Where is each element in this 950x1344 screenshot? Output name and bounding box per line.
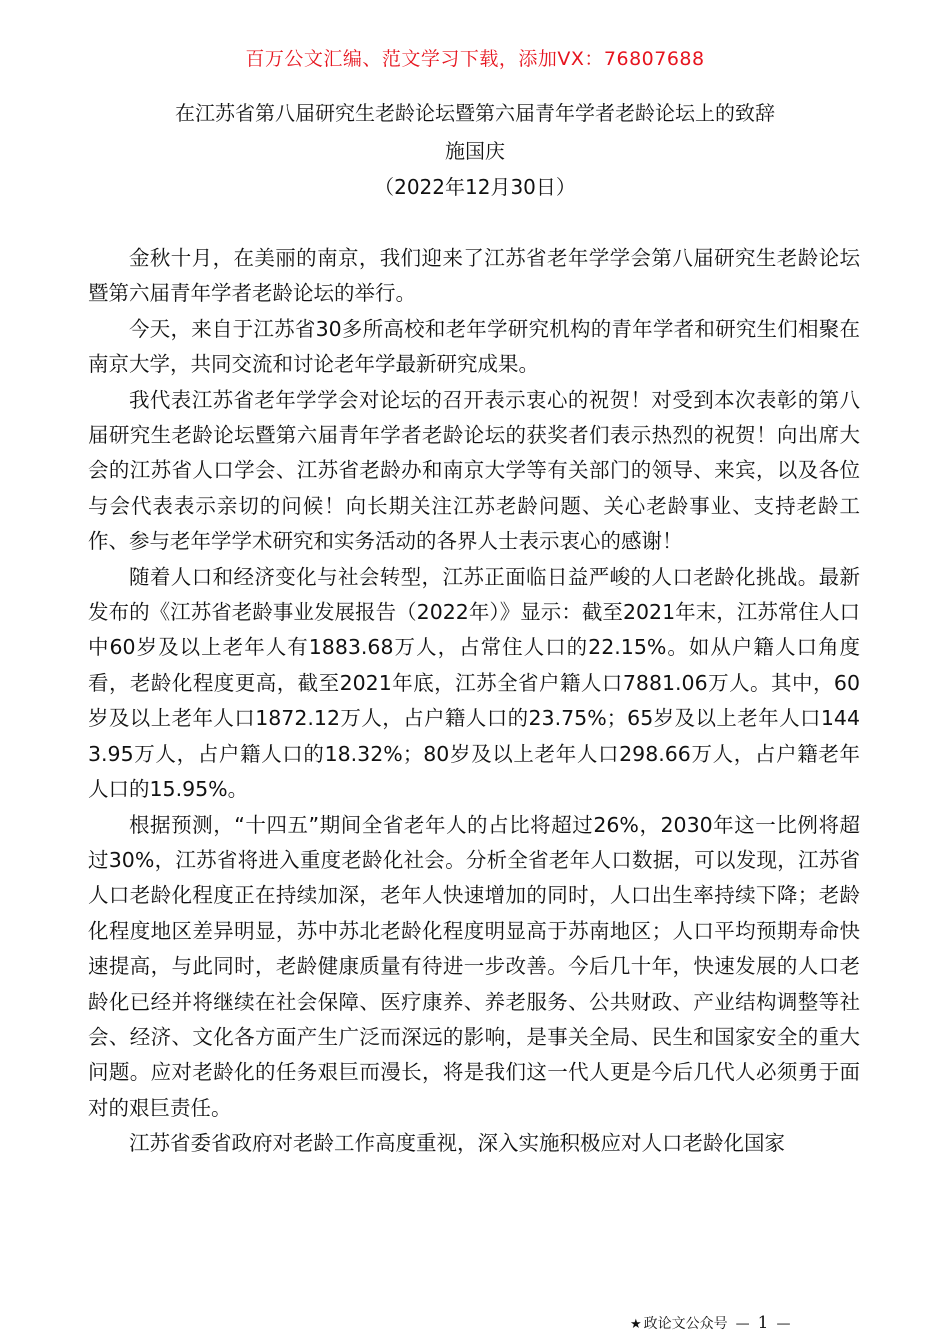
page-footer xyxy=(630,1313,930,1335)
paragraph: 我代表江苏省老年学学会对论坛的召开表示衷心的祝贺！对受到本次表彰的第八届研究生老龄论坛暨第六届青年学者老龄论坛的获奖者们表示热烈的祝贺！向出席大会的江苏省人口学会、江苏省老龄办和南京大学等有关部门的领导、来宾，以及各位与会代表表示亲切的问候！向长期关注江苏老龄问题、关心老龄事业、支持老龄工作、参与老年学学术研究和实务活动的各界人士表示衷心的感谢！ xyxy=(88,387,860,554)
document-title: 在江苏省第八届研究生老龄论坛暨第六届青年学者老龄论坛上的致辞 xyxy=(175,101,775,125)
watermark-banner: 百万公文汇编、范文学习下载，添加VX：76807688 xyxy=(245,48,705,70)
footer-source: 政论文公众号 xyxy=(643,1316,728,1332)
page-number: 1 xyxy=(757,1313,769,1333)
paragraph: 金秋十月，在美丽的南京，我们迎来了江苏省老年学学会第八届研究生老龄论坛暨第六届青年学者老龄论坛的举行。 xyxy=(88,246,860,306)
document-body xyxy=(88,241,860,1162)
paragraph: 根据预测，“十四五”期间全省老年人的占比将超过26%，2030年这一比例将超过30%，江苏省将进入重度老龄化社会。分析全省老年人口数据，可以发现，江苏省人口老龄化程度正在持续加深，老年人快速增加的同时，人口出生率持续下降；老龄化程度地区差异明显，苏中苏北老龄化程度明显高于苏南地区；人口平均预期寿命快速提高，与此同时，老龄健康质量有待进一步改善。今后几十年，快速发展的人口老龄化已经并将继续在社会保障、医疗康养、养老服务、公共财政、产业结构调整等社会、经济、文化各方面产生广泛而深远的影响，是事关全局、民生和国家安全的重大问题。应对老龄化的任务艰巨而漫长，将是我们这一代人更是今后几代人必须勇于面对的艰巨责任。 xyxy=(88,812,860,1120)
paragraph: 江苏省委省政府对老龄工作高度重视，深入实施积极应对人口老龄化国家 xyxy=(129,1131,785,1156)
document-author: 施国庆 xyxy=(445,139,505,163)
star-icon: ★ xyxy=(630,1317,642,1332)
footer-dash-right: — xyxy=(776,1316,791,1332)
paragraph: 今天，来自于江苏省30多所高校和老年学研究机构的青年学者和研究生们相聚在南京大学，共同交流和讨论老年学最新研究成果。 xyxy=(88,316,860,377)
paragraph: 随着人口和经济变化与社会转型，江苏正面临日益严峻的人口老龄化挑战。最新发布的《江苏省老龄事业发展报告（2022年）》显示：截至2021年末，江苏常住人口中60岁及以上老年人有1883.68万人，占常住人口的22.15%。如从户籍人口角度看，老龄化程度更高，截至2021年底，江苏全省户籍人口7881.06万人。其中，60岁及以上老年人口1872.12万人，占户籍人口的23.75%；65岁及以上老年人口1443.95万人，占户籍人口的18.32%；80岁及以上老年人口298.66万人，占户籍老年人口的15.95%。 xyxy=(88,564,860,802)
document-date: （2022年12月30日） xyxy=(374,175,576,199)
footer-dash-left: — xyxy=(735,1316,750,1332)
